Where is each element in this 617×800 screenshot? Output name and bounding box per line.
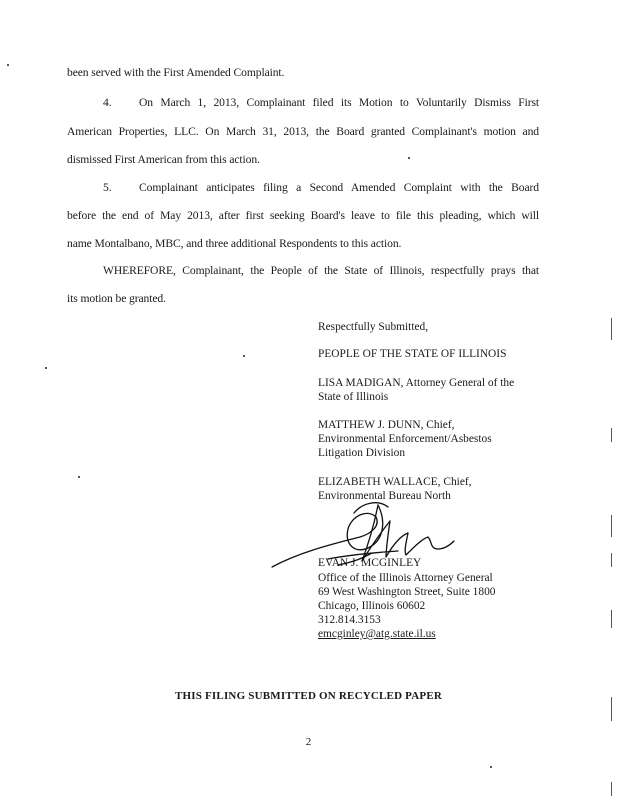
attorney-general-line-1: LISA MADIGAN, Attorney General of the <box>318 377 515 389</box>
chief-2-line-2: Environmental Bureau North <box>318 490 451 502</box>
city-address: Chicago, Illinois 60602 <box>318 600 426 612</box>
scan-mark <box>408 157 410 159</box>
scan-mark <box>243 355 245 357</box>
wherefore-line-1: WHEREFORE, Complainant, the People of the State of Illinois, respectfully prays that <box>103 264 539 277</box>
scan-mark <box>490 766 492 768</box>
chief-1-line-3: Litigation Division <box>318 447 406 459</box>
recycled-paper-notice: THIS FILING SUBMITTED ON RECYCLED PAPER <box>174 690 443 702</box>
handwritten-signature <box>268 495 458 585</box>
street-address: 69 West Washington Street, Suite 1800 <box>318 586 496 598</box>
attorney-general-line-2: State of Illinois <box>318 391 389 403</box>
paragraph-5-line-2: before the end of May 2013, after first seeking Board's leave to file this pleading, which will <box>67 209 539 222</box>
paragraph-4-line-1: On March 1, 2013, Complainant filed its Motion to Voluntarily Dismiss First <box>139 96 539 109</box>
paragraph-4-number: 4. <box>103 96 112 109</box>
phone-number: 312.814.3153 <box>318 614 381 626</box>
party-name: PEOPLE OF THE STATE OF ILLINOIS <box>318 348 507 360</box>
chief-1-line-1: MATTHEW J. DUNN, Chief, <box>318 419 455 431</box>
scan-mark <box>611 515 612 537</box>
attorney-name: EVAN J. MCGINLEY <box>318 557 422 569</box>
paragraph-5-number: 5. <box>103 181 112 194</box>
scan-mark <box>7 64 9 66</box>
closing: Respectfully Submitted, <box>318 321 429 333</box>
scan-mark <box>45 367 47 369</box>
scan-mark <box>611 553 612 567</box>
scan-mark <box>611 428 612 442</box>
wherefore-line-2: its motion be granted. <box>67 292 166 305</box>
paragraph-5-line-1: Complainant anticipates filing a Second Amended Complaint with the Board <box>139 181 539 194</box>
paragraph-4-line-3: dismissed First American from this action. <box>67 153 260 166</box>
chief-2-line-1: ELIZABETH WALLACE, Chief, <box>318 476 472 488</box>
email-address: emcginley@atg.state.il.us <box>318 628 436 640</box>
paragraph-intro: been served with the First Amended Complaint. <box>67 66 285 79</box>
scan-mark <box>78 476 80 478</box>
scan-mark <box>611 610 612 628</box>
paragraph-4-line-2: American Properties, LLC. On March 31, 2013, the Board granted Complainant's motion and <box>67 125 539 138</box>
scan-mark <box>611 318 612 340</box>
office-name: Office of the Illinois Attorney General <box>318 572 493 584</box>
page-number: 2 <box>305 736 312 748</box>
scan-mark <box>611 782 612 796</box>
chief-1-line-2: Environmental Enforcement/Asbestos <box>318 433 492 445</box>
paragraph-5-line-3: name Montalbano, MBC, and three additional Respondents to this action. <box>67 237 402 250</box>
scan-mark <box>611 697 612 721</box>
